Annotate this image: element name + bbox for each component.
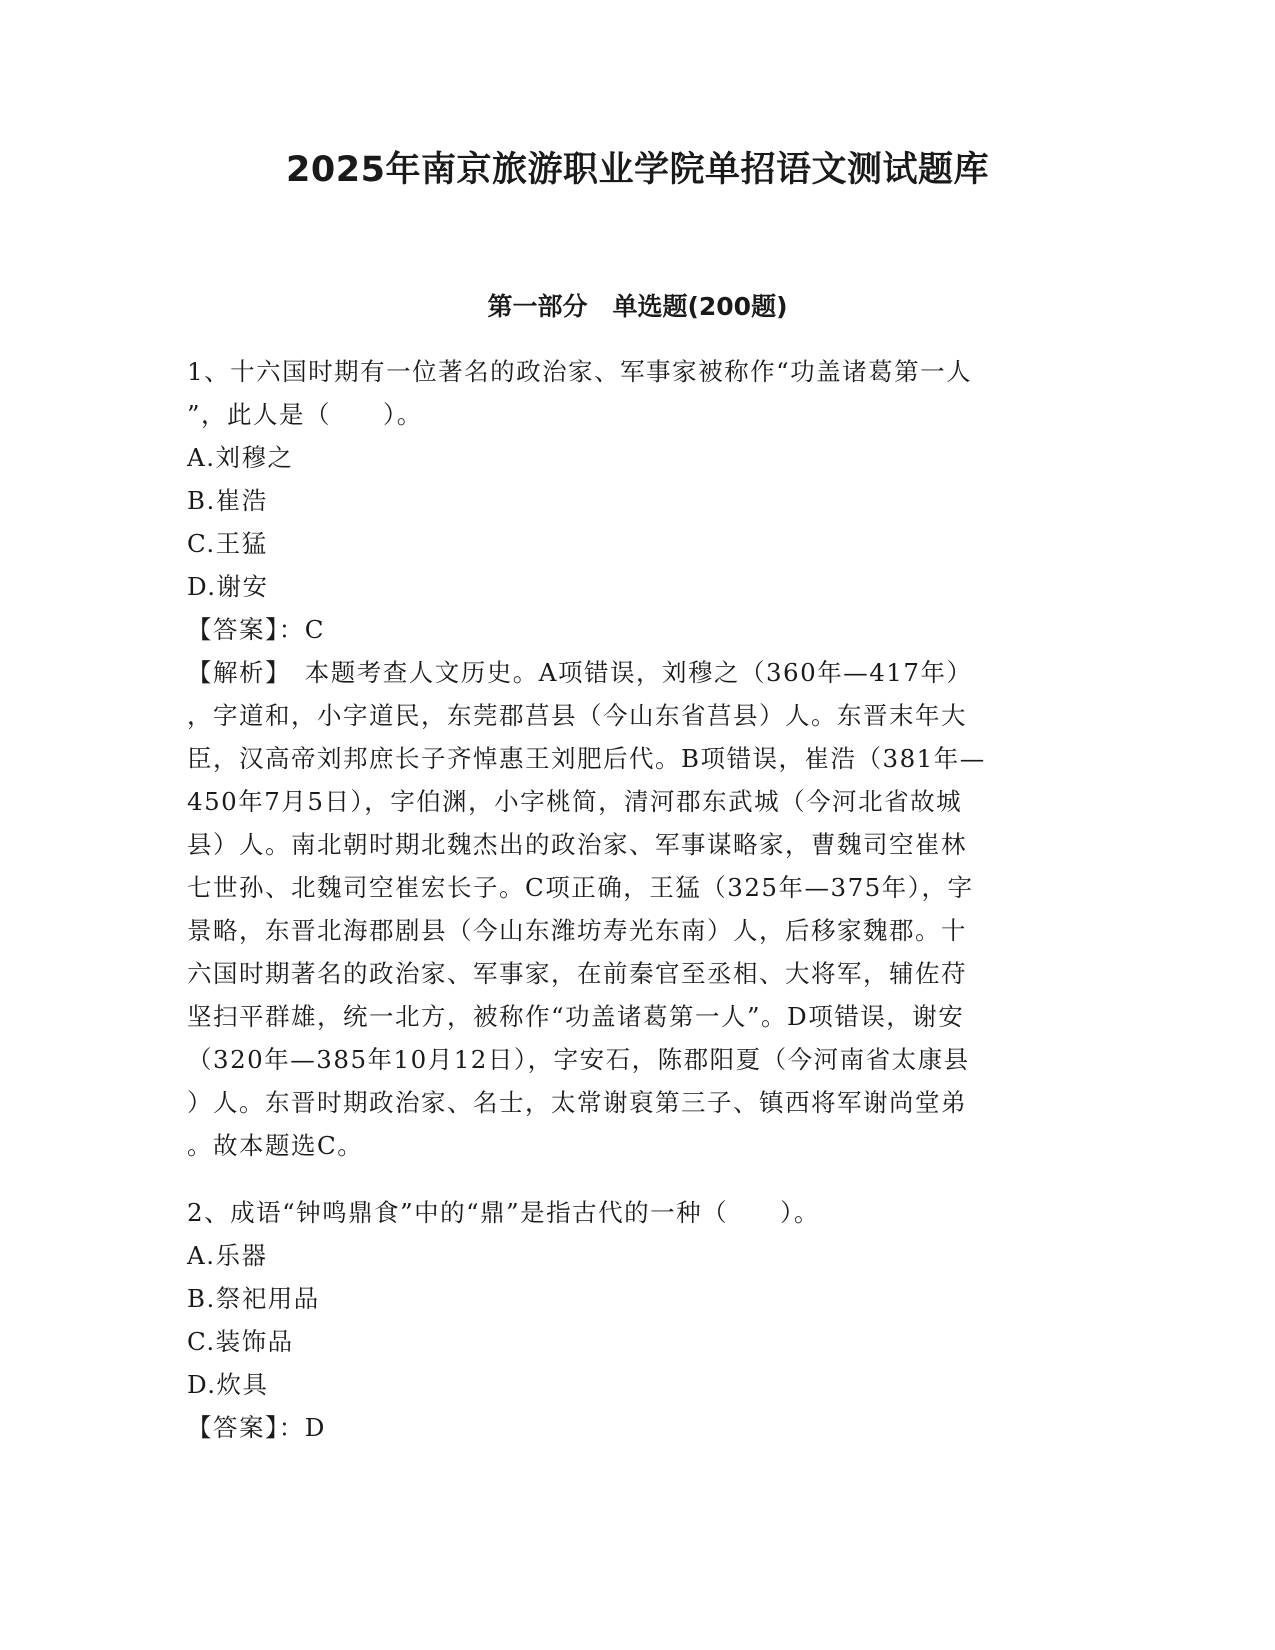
answer-line: 【答案】：D <box>187 1413 326 1442</box>
question-stem-line: ”，此人是（ ）。 <box>187 400 423 429</box>
analysis-line: 臣，汉高帝刘邦庶长子齐悼惠王刘肥后代。B项错误，崔浩（381年— <box>187 744 986 773</box>
analysis-line: 450年7月5日），字伯渊，小字桃简，清河郡东武城（今河北省故城 <box>187 787 963 816</box>
option-a: A.刘穆之 <box>187 443 294 472</box>
option-b: B.崔浩 <box>187 486 268 515</box>
option-d: D.炊具 <box>187 1370 269 1399</box>
option-b: B.祭祀用品 <box>187 1284 320 1313</box>
option-c: C.装饰品 <box>187 1327 294 1356</box>
analysis-line: ）人。东晋时期政治家、名士，太常谢裒第三子、镇西将军谢尚堂弟 <box>187 1088 967 1117</box>
analysis-line: ，字道和，小字道民，东莞郡莒县（今山东省莒县）人。东晋末年大 <box>187 701 967 730</box>
option-c: C.王猛 <box>187 529 268 558</box>
analysis-line: 【解析】 本题考查人文历史。A项错误，刘穆之（360年—417年） <box>187 658 973 687</box>
answer-line: 【答案】：C <box>187 615 325 644</box>
analysis-line: （320年—385年10月12日），字安石，陈郡阳夏（今河南省太康县 <box>187 1045 970 1074</box>
option-a: A.乐器 <box>187 1241 268 1270</box>
question-2 <box>187 1191 1087 1449</box>
analysis-line: 景略，东晋北海郡剧县（今山东潍坊寿光东南）人，后移家魏郡。十 <box>187 916 967 945</box>
analysis-line: 坚扫平群雄，统一北方，被称作“功盖诸葛第一人”。D项错误，谢安 <box>187 1002 965 1031</box>
analysis-line: 七世孙、北魏司空崔宏长子。C项正确，王猛（325年—375年），字 <box>187 873 974 902</box>
option-d: D.谢安 <box>187 572 269 601</box>
section-title: 第一部分 单选题(200题) <box>487 292 788 321</box>
document-title: 2025年南京旅游职业学院单招语文测试题库 <box>286 150 989 190</box>
analysis-line: 六国时期著名的政治家、军事家，在前秦官至丞相、大将军，辅佐苻 <box>187 959 967 988</box>
analysis-line: 。故本题选C。 <box>187 1131 364 1160</box>
question-stem-line: 1、十六国时期有一位著名的政治家、军事家被称作“功盖诸葛第一人 <box>187 357 973 386</box>
analysis-line: 县）人。南北朝时期北魏杰出的政治家、军事谋略家，曹魏司空崔林 <box>187 830 967 859</box>
question-1 <box>187 350 1087 1167</box>
question-stem-line: 2、成语“钟鸣鼎食”中的“鼎”是指古代的一种（ ）。 <box>187 1198 820 1227</box>
